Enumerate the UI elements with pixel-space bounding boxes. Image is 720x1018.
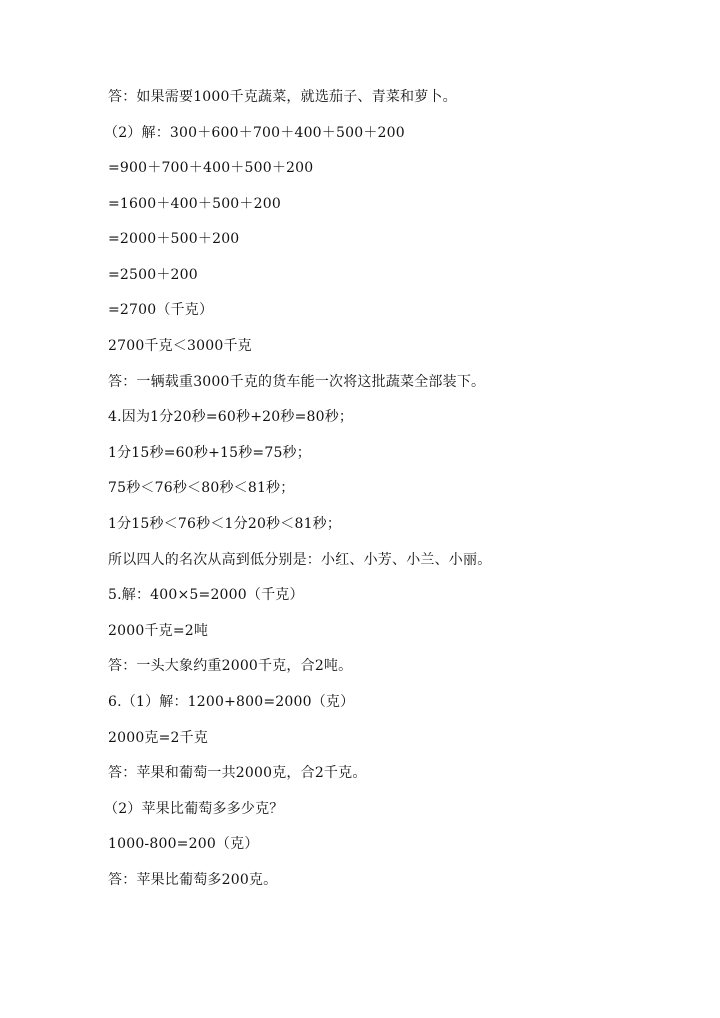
problem-6-part-1-solution: 6.（1）解：1200+800=2000（克） [108,694,355,710]
calc-step-1: =900＋700＋400＋500＋200 [108,160,314,176]
calc-result: =2700（千克） [108,302,214,318]
problem-4-line-2: 1分15秒=60秒+15秒=75秒； [108,445,311,461]
calc-step-3: =2000＋500＋200 [108,231,240,247]
problem-4-line-4: 1分15秒＜76秒＜1分20秒＜81秒； [108,516,342,532]
calc-step-2: =1600＋400＋500＋200 [108,196,281,212]
problem-6-conversion: 2000克=2千克 [108,730,209,746]
problem-5-conversion: 2000千克=2吨 [108,623,209,639]
problem-5-answer: 答：一头大象约重2000千克，合2吨。 [108,658,353,674]
problem-6-part-2-question: （2）苹果比葡萄多多少克？ [104,801,284,817]
answer-vegetables-choice: 答：如果需要1000千克蔬菜，就选茄子、青菜和萝卜。 [108,89,457,105]
problem-6-part-2-answer: 答：苹果比葡萄多200克。 [108,872,278,888]
solution-part-2-header: （2）解：300＋600＋700＋400＋500＋200 [104,125,405,141]
answer-truck: 答：一辆载重3000千克的货车能一次将这批蔬菜全部装下。 [108,374,486,390]
problem-4-line-3: 75秒＜76秒＜80秒＜81秒； [108,480,295,496]
problem-4-conclusion: 所以四人的名次从高到低分别是：小红、小芳、小兰、小丽。 [108,552,492,568]
weight-comparison: 2700千克＜3000千克 [108,338,252,354]
problem-6-part-1-answer: 答：苹果和葡萄一共2000克，合2千克。 [108,765,367,781]
calc-step-4: =2500＋200 [108,267,198,283]
problem-4-line-1: 4.因为1分20秒=60秒+20秒=80秒； [108,409,354,425]
problem-5-solution: 5.解：400×5=2000（千克） [108,587,304,603]
problem-6-part-2-calc: 1000-800=200（克） [108,836,259,852]
